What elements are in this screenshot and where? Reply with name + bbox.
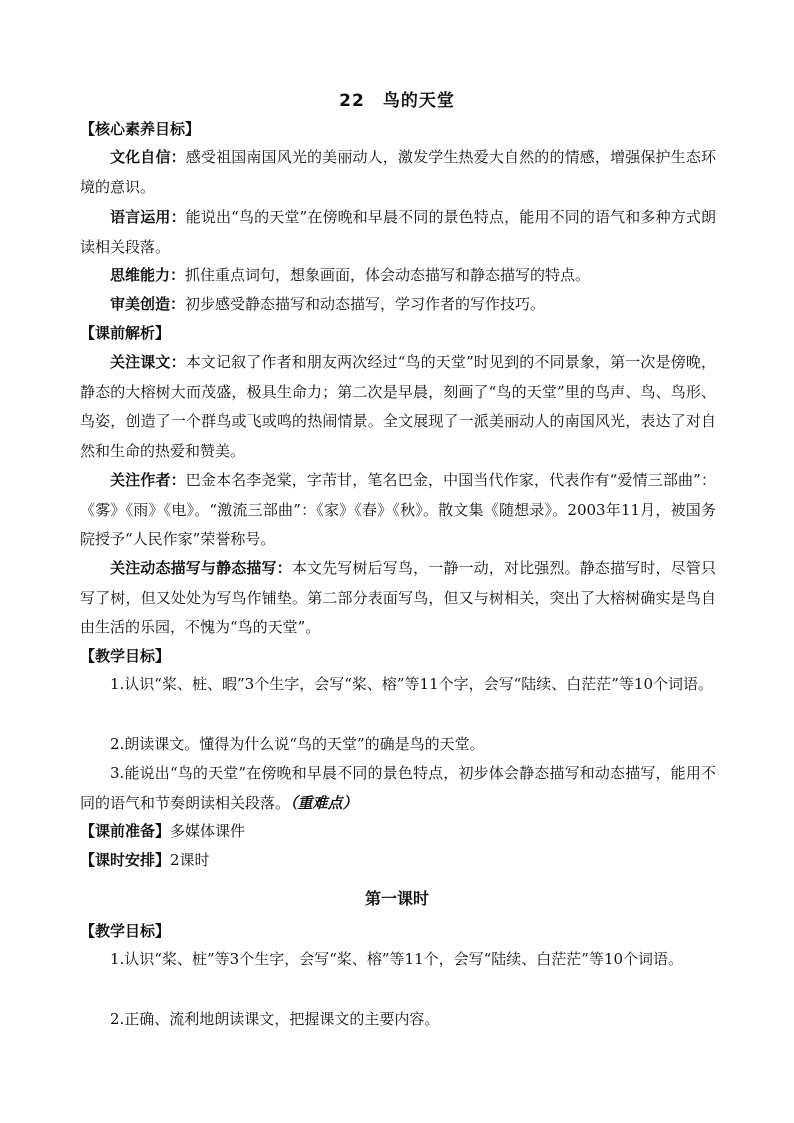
pre-author-focus <box>80 466 716 555</box>
pre-class-prep <box>80 820 245 841</box>
heading-core-goals: 【核心素养目标】 <box>80 120 201 138</box>
core-goal-text: 抓住重点词句，想象画面，体会动态描写和静态描写的特点。 <box>185 266 591 284</box>
core-goal-lead: 文化自信： <box>110 148 186 166</box>
core-goal-lead: 审美创造： <box>110 295 186 313</box>
heading-teaching-goals: 【教学目标】 <box>80 647 171 665</box>
teaching-goal-1: 1.认识“桨、桩、暇”3个生字，会写“桨、榕”等11个字，会写“陆续、白茫茫”等10个词语。 <box>110 675 714 693</box>
lesson-1-heading: 第一课时 <box>364 889 429 908</box>
lesson1-goal-1: 1.认识“桨、桩”等3个生字，会写“桨、榕”等11个，会写“陆续、白茫茫”等10个词语。 <box>110 950 684 968</box>
core-goal-text: 初步感受静态描写和动态描写，学习作者的写作技巧。 <box>185 295 546 313</box>
heading-pre-analysis: 【课前解析】 <box>80 324 171 342</box>
teaching-goal-3-text: 3.能说出“鸟的天堂”在傍晚和早晨不同的景色特点，初步体会静态描写和动态描写，能用不同的语气和节奏朗读相关段落。 <box>80 764 716 812</box>
lesson1-goal-2: 2.正确、流利地朗读课文，把握课文的主要内容。 <box>110 1010 440 1028</box>
pre-text: 本文先写树后写鸟，一静一动，对比强烈。静态描写时，尽管只写了树，但又处处为写鸟作铺垫。第二部分表面写鸟，但又与树相关，突出了大榕树确实是鸟自由生活的乐园，不愧为“鸟的天堂”。 <box>80 559 716 636</box>
schedule-value: 2课时 <box>170 851 210 869</box>
heading-teaching-goals-lesson1: 【教学目标】 <box>80 922 171 940</box>
core-goal-text: 能说出“鸟的天堂”在傍晚和早晨不同的景色特点，能用不同的语气和多种方式朗读相关段落。 <box>80 208 716 256</box>
core-goal-lead: 思维能力： <box>110 266 186 284</box>
prep-label: 【课前准备】 <box>80 822 171 840</box>
lesson-number: 22 <box>339 91 365 111</box>
core-goal-thinking <box>80 261 716 291</box>
pre-text: 本文记叙了作者和朋友两次经过“鸟的天堂”时见到的不同景象，第一次是傍晚，静态的大榕树大而茂盛，极具生命力；第二次是早晨，刻画了“鸟的天堂”里的鸟声、鸟、鸟形、鸟姿，创造了一个群鸟或飞或鸣的热闹情景。全文展现了一派美丽动人的南国风光，表达了对自然和生命的热爱和赞美。 <box>80 353 716 460</box>
core-goal-language <box>80 203 716 262</box>
core-goal-lead: 语言运用： <box>110 208 186 226</box>
key-difficulty-tag: （重难点） <box>290 793 358 812</box>
pre-text: 巴金本名李尧棠，字芾甘，笔名巴金，中国当代作家，代表作有“爱情三部曲”：《雾》《雨》《电》。“激流三部曲”：《家》《春》《秋》。散文集《随想录》。2003年11月，被国务院授予“人民作家”荣誉称号。 <box>80 471 716 548</box>
core-goal-culture <box>80 143 716 202</box>
core-goal-text: 感受祖国南国风光的美丽动人，激发学生热爱大自然的的情感，增强保护生态环境的意识。 <box>80 148 716 196</box>
schedule-label: 【课时安排】 <box>80 851 171 869</box>
pre-lead: 关注动态描写与静态描写： <box>110 559 292 577</box>
lesson-title <box>0 86 794 111</box>
lesson-title-text: 鸟的天堂 <box>382 91 455 111</box>
teaching-goal-2: 2.朗读课文。懂得为什么说“鸟的天堂”的确是鸟的天堂。 <box>110 735 485 753</box>
core-goal-aesthetic <box>80 290 716 320</box>
class-schedule <box>80 849 210 870</box>
pre-lead: 关注课文： <box>110 353 186 371</box>
pre-text-focus <box>80 348 716 466</box>
pre-lead: 关注作者： <box>110 471 186 489</box>
teaching-goal-3 <box>80 759 716 818</box>
pre-description-focus <box>80 554 716 643</box>
prep-value: 多媒体课件 <box>170 822 246 840</box>
